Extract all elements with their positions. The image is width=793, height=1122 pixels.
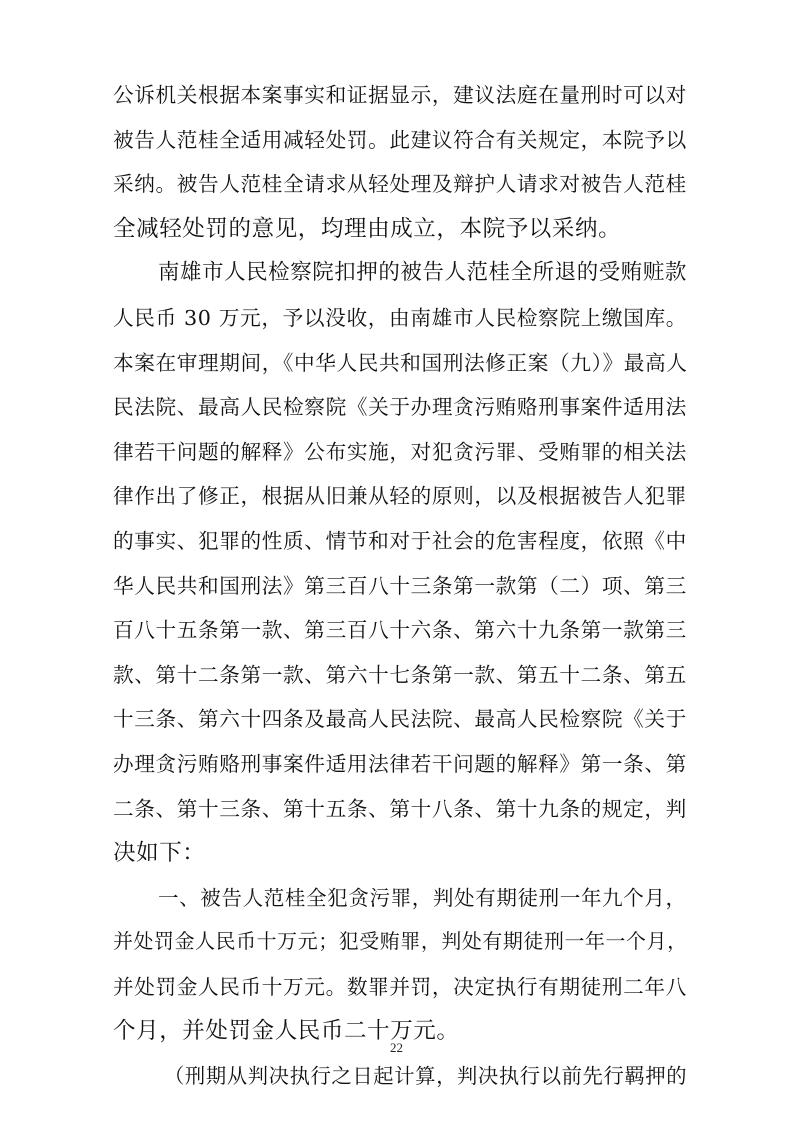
text-line: 十三条、第六十四条及最高人民法院、最高人民检察院《关于	[113, 707, 687, 732]
paragraph-start-line: （刑期从判决执行之日起计算，判决执行以前先行羁押的	[164, 1064, 688, 1089]
text-line: 被告人范桂全适用减轻处罚。此建议符合有关规定，本院予以	[113, 127, 687, 152]
text-line: 公诉机关根据本案事实和证据显示，建议法庭在量刑时可以对	[113, 83, 687, 107]
text-line: 本案在审理期间，《中华人民共和国刑法修正案（九）》最高人	[113, 350, 688, 375]
judgment-body-text	[113, 73, 689, 1099]
text-line: 并处罚金人民币十万元。数罪并罚，决定执行有期徒刑二年八	[113, 974, 687, 999]
paragraph-start-line: 南雄市人民检察院扣押的被告人范桂全所退的受贿赃款	[158, 260, 687, 286]
text-line: 款、第十二条第一款、第六十七条第一款、第五十二条、第五	[113, 662, 687, 687]
text-line: 民法院、最高人民检察院《关于办理贪污贿赂刑事案件适用法	[113, 395, 687, 420]
text-line: 全减轻处罚的意见，均理由成立，本院予以采纳。	[113, 215, 622, 242]
text-line: 个月，并处罚金人民币二十万元。	[113, 1018, 460, 1045]
text-line: 办理贪污贿赂刑事案件适用法律若干问题的解释》第一条、第	[113, 751, 687, 776]
text-line: 的事实、犯罪的性质、情节和对于社会的危害程度，依照《中	[113, 528, 687, 553]
text-line: 二条、第十三条、第十五条、第十八条、第十九条的规定，判	[113, 796, 687, 821]
text-line: 华人民共和国刑法》第三百八十三条第一款第（二）项、第三	[113, 573, 687, 598]
text-line: 律作出了修正，根据从旧兼从轻的原则，以及根据被告人犯罪	[113, 484, 687, 509]
text-line: 并处罚金人民币十万元；犯受贿罪，判处有期徒刑一年一个月，	[113, 930, 688, 954]
text-line: 律若干问题的解释》公布实施，对犯贪污罪、受贿罪的相关法	[113, 439, 687, 464]
paragraph-start-line: 一、被告人范桂全犯贪污罪，判处有期徒刑一年九个月，	[158, 885, 687, 910]
text-line: 百八十五条第一款、第三百八十六条、第六十九条第一款第三	[113, 618, 687, 643]
text-line: 决如下：	[113, 840, 206, 867]
text-line: 人民币 30 万元，予以没收，由南雄市人民检察院上缴国库。	[113, 305, 688, 330]
text-line: 采纳。被告人范桂全请求从轻处理及辩护人请求对被告人范桂	[113, 172, 687, 197]
page-number: 22	[390, 1040, 403, 1055]
